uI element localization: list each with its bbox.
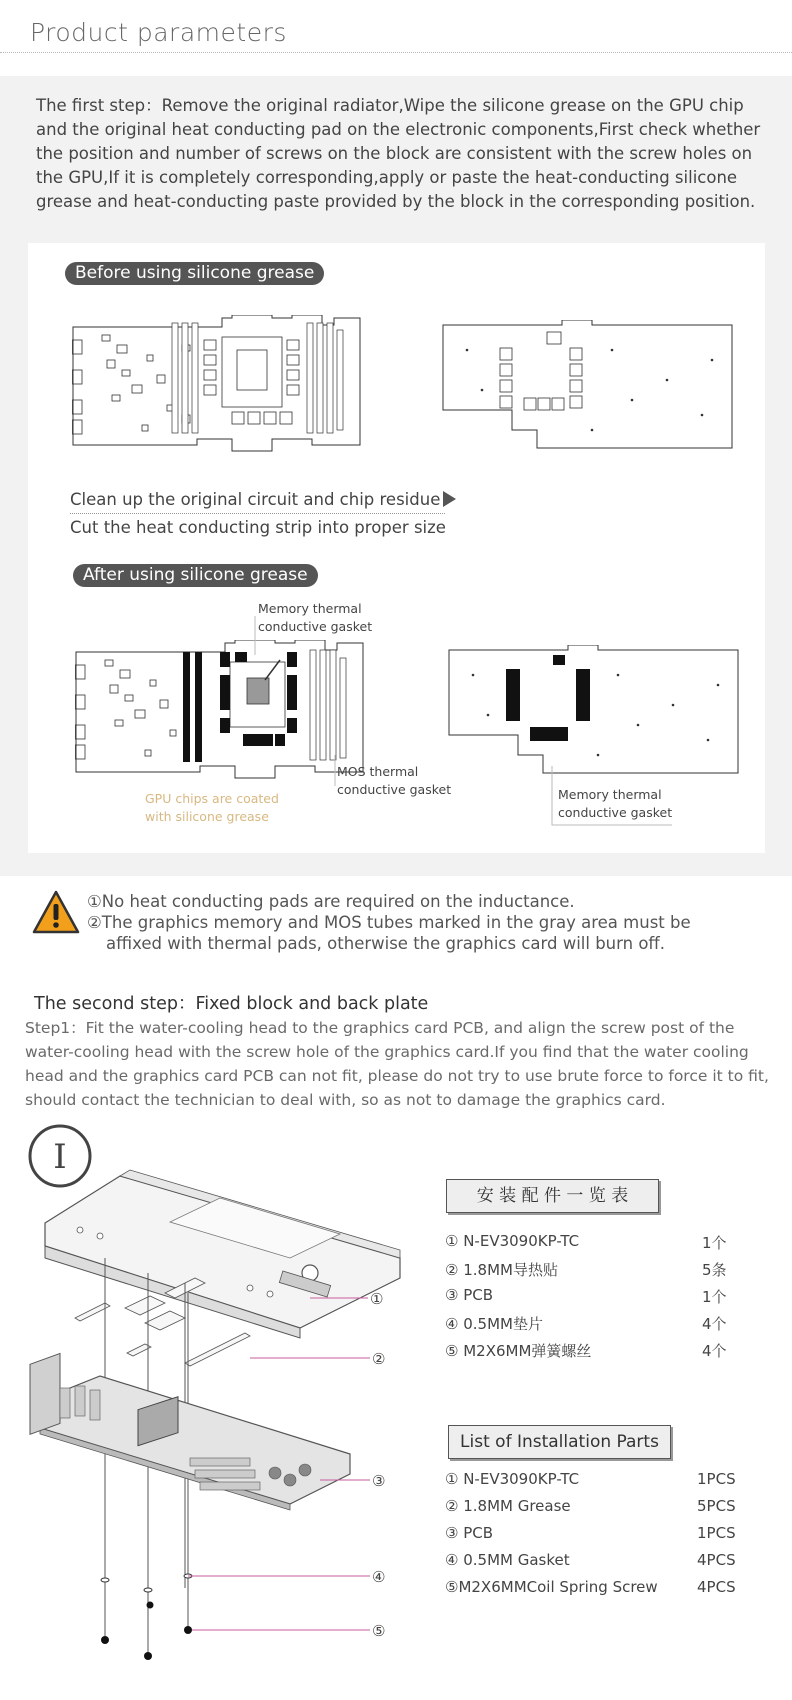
marker-4: ④ [372,1568,386,1586]
parts-en-row-1: ① N-EV3090KP-TC [445,1470,580,1488]
step2-title: The second step：Fixed block and back plate [34,994,429,1014]
parts-cn-row-5: ⑤ M2X6MM弹簧螺丝 [445,1342,592,1360]
parts-en-qty-4: 4PCS [697,1551,736,1569]
parts-en-qty-3: 1PCS [697,1524,736,1542]
parts-en-row-4: ④ 0.5MM Gasket [445,1551,570,1569]
parts-en-qty-2: 5PCS [697,1497,736,1515]
marker-3: ③ [372,1472,386,1490]
parts-en-row-5: ⑤M2X6MMCoil Spring Screw [445,1578,658,1596]
before-label: Before using silicone grease [65,262,324,285]
callout-memory-top: Memory thermal conductive gasket [258,601,373,634]
parts-cn-row-1: ① N-EV3090KP-TC [445,1232,580,1250]
marker-5: ⑤ [372,1622,386,1640]
marker-2: ② [372,1350,386,1368]
warning-line-1: ①No heat conducting pads are required on the inductance. [87,892,575,911]
warning-line-2: ②The graphics memory and MOS tubes marked in the gray area must be [87,913,691,932]
parts-cn-qty-3: 1个 [702,1288,727,1306]
cut-step-text: Cut the heat conducting strip into proper size [70,518,446,537]
parts-cn-row-4: ④ 0.5MM垫片 [445,1315,543,1333]
step2-text: Step1：Fit the water-cooling head to the graphics card PCB, and align the screw post of the water-cooling head with the screw hole of the graphics card.If you find that the water cooling head and the graphics card PCB can not fit, please do not try to use brute force to force it to fit, should contact the technician to deal with, so as not to damage the graphics card. [25,1019,769,1109]
callout-mos: MOS thermal conductive gasket [337,764,452,797]
parts-cn-row-3: ③ PCB [445,1286,494,1304]
parts-cn-qty-2: 5条 [702,1261,727,1279]
step-badge: Ⅰ [53,1137,67,1177]
parts-cn-row-2: ② 1.8MM导热贴 [445,1261,558,1279]
warning-icon [32,890,80,938]
warning-line-3: affixed with thermal pads, otherwise the graphics card will burn off. [106,934,666,953]
parts-en-qty-1: 1PCS [697,1470,736,1488]
after-label: After using silicone grease [73,564,318,587]
gaskets [101,1574,192,1592]
parts-cn-qty-1: 1个 [702,1234,727,1252]
parts-en-row-2: ② 1.8MM Grease [445,1497,571,1515]
parts-en-qty-5: 4PCS [697,1578,736,1596]
parts-cn-qty-4: 4个 [702,1315,727,1333]
screws [101,1602,192,1661]
warning-text [87,891,691,954]
exploded-assembly-diagram [20,1118,430,1682]
callout-gpu: GPU chips are coated with silicone grease [145,791,279,824]
marker-1: ① [370,1290,384,1308]
parts-table-cn-title: 安 装 配 件 一 览 表 [446,1179,659,1213]
callout-memory-right: Memory thermal conductive gasket [558,787,673,820]
parts-table-en-title: List of Installation Parts [448,1425,671,1459]
step1-text: The first step：Remove the original radiator,Wipe the silicone grease on the GPU chip and the original heat conducting pad on the electronic components,First check whether the position and number of screws on the block are consistent with the screw holes on the GPU,If it is completely corresponding,apply or paste the heat-conducting silicone grease and heat-conducting paste provided by the block in the corresponding position. [36,96,761,211]
parts-en-row-3: ③ PCB [445,1524,494,1542]
clean-step-label: Clean up the original circuit and chip residue [70,490,441,509]
parts-cn-qty-5: 4个 [702,1342,727,1360]
page-title: Product parameters [30,18,287,47]
graphics-card-pcb [40,1376,350,1504]
